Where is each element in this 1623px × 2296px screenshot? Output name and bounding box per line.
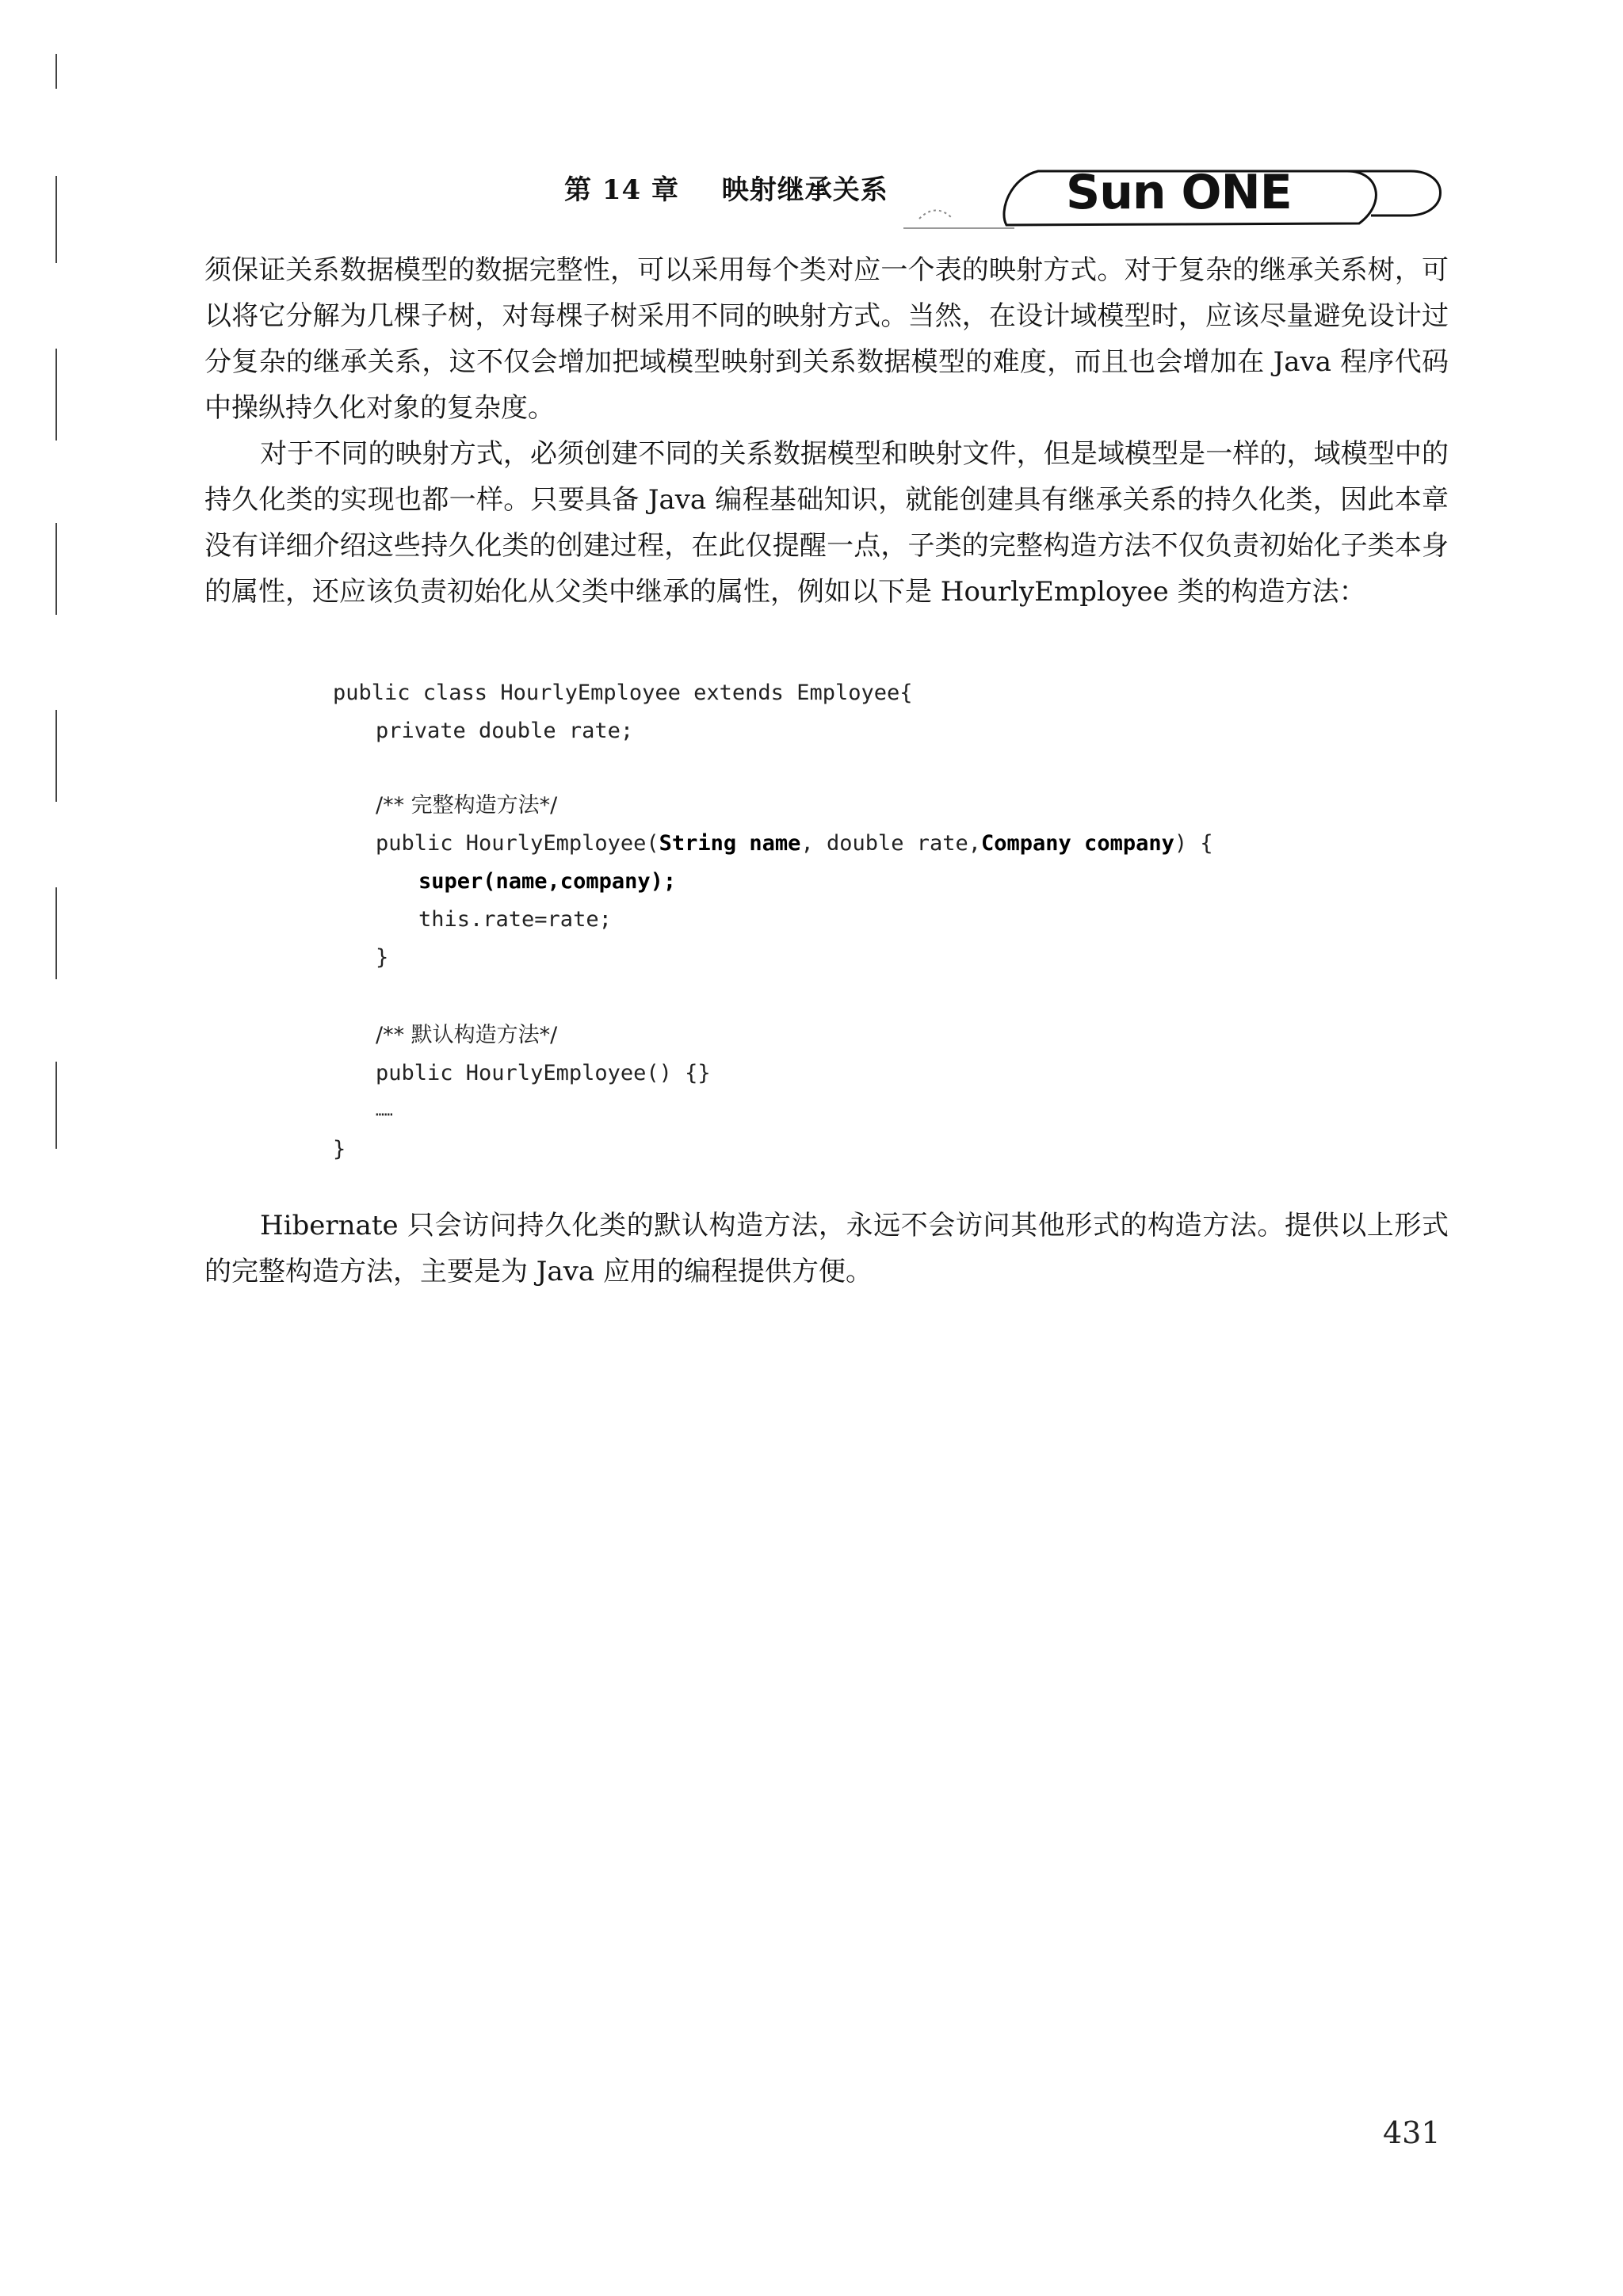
scan-margin-line: [55, 54, 57, 89]
scan-margin-line: [55, 887, 57, 979]
scan-margin-line: [55, 523, 57, 615]
code-line: }: [333, 1137, 346, 1161]
sun-one-logo: Sun ONE: [1066, 165, 1292, 220]
scan-margin-line: [55, 1062, 57, 1149]
code-line: this.rate=rate;: [418, 907, 612, 932]
paragraph-text: 对于不同的映射方式，必须创建不同的关系数据模型和映射文件，但是域模型是一样的，域模型中的持久化类的实现也都一样。只要具备 Java 编程基础知识，就能创建具有继承关系的持久化类，因此本章没有详细介绍这些持久化类的创建过程，在此仅提醒一点，子类的完整构造方法不仅负责初始化子类本身的属性，还应该负责初始化从父类中继承的属性，例如以下是 HourlyEmployee 类的构造方法：: [204, 438, 1449, 608]
chapter-prefix: 第: [564, 174, 592, 206]
scan-margin-line: [55, 710, 57, 802]
code-comment: [376, 1020, 557, 1051]
chapter-number: 14: [601, 174, 642, 206]
running-header: [0, 155, 1623, 242]
paragraph-text: 须保证关系数据模型的数据完整性，可以采用每个类对应一个表的映射方式。对于复杂的继承关系树，可以将它分解为几棵子树，对每棵子树采用不同的映射方式。当然，在设计域模型时，应该尽量避免设计过分复杂的继承关系，这不仅会增加把域模型映射到关系数据模型的难度，而且也会增加在 Java 程序代码中操纵持久化对象的复杂度。: [204, 254, 1449, 424]
code-line: public HourlyEmployee() {}: [376, 1061, 711, 1085]
page-number: 431: [1383, 2115, 1441, 2150]
comment-text: /** 默认构造方法*/: [376, 1023, 558, 1047]
paragraph-text: Hibernate 只会访问持久化类的默认构造方法，永远不会访问其他形式的构造方法。提供以上形式的完整构造方法，主要是为 Java 应用的编程提供方便。: [204, 1210, 1449, 1287]
paragraph: [204, 431, 1449, 615]
paragraph: [204, 247, 1449, 431]
code-token: ) {: [1174, 831, 1213, 856]
code-line: super(name,company);: [418, 869, 677, 894]
code-line: private double rate;: [376, 719, 634, 743]
chapter-title: 映射继承关系: [721, 174, 888, 206]
code-token-bold: String name: [659, 831, 801, 856]
code-token: , double rate,: [800, 831, 982, 856]
chapter-suffix: 章: [651, 174, 680, 206]
scan-margin-line: [55, 349, 57, 441]
code-line: ……: [376, 1103, 393, 1119]
code-line: [376, 828, 1213, 860]
paragraph: [204, 1203, 1449, 1295]
code-token: public HourlyEmployee(: [376, 831, 659, 856]
code-token-bold: Company company: [981, 831, 1174, 856]
chapter-heading: [564, 168, 888, 207]
code-comment: [376, 790, 557, 822]
comment-text: /** 完整构造方法*/: [376, 793, 558, 818]
code-line: }: [376, 945, 389, 970]
code-line: public class HourlyEmployee extends Employee{: [333, 681, 913, 705]
